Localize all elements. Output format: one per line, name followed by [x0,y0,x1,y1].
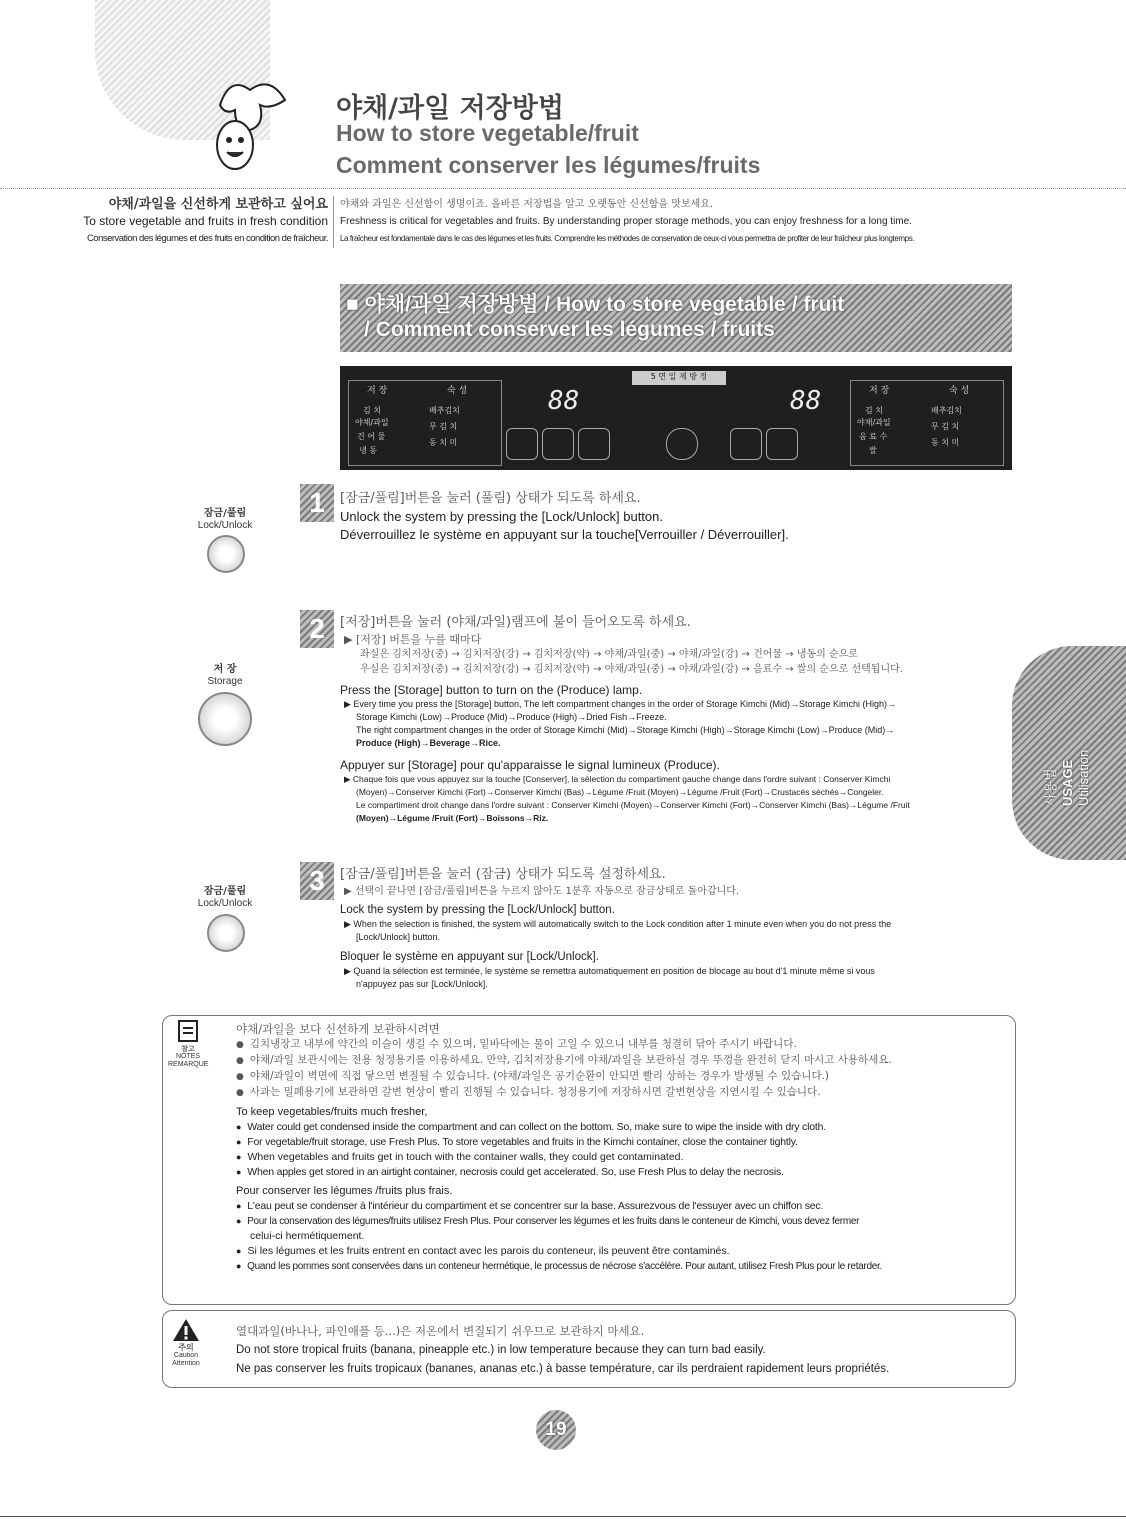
step1-side-label [180,508,270,532]
panel-center-title [632,371,726,385]
step2-en-sub3: The right compartment changes in the order of Storage Kimchi (Mid)→Storage Kimchi (High)→Storage Kimchi (Low)→Produce (Mid)→ [356,725,895,735]
panel-button-storage-left[interactable] [506,428,538,460]
step2-fr-sub3: Le compartiment droit change dans l'ordre suivant : Conserver Kimchi (Moyen)→Conserver Kimchi (Fort)→Conserver Kimchi (Bas)→Légume /Fruit [356,800,910,810]
page-number-text: 19 [545,1419,567,1440]
intro-right-fr: La fraîcheur est fondamentale dans le cas des légumes et les fruits. Comprendre les méthodes de conservation de ceux-ci vous permettra de profiter de leur fraîcheur plus longtemps. [340,234,915,243]
step3-text [340,866,891,991]
panel-right-ferment-header: 숙 성 [949,386,970,396]
display-left: 88 [548,386,580,416]
page-title-fr: Comment conserver les légumes/fruits [336,152,761,178]
notes-kr-item-1: ● 야채/과일 보관시에는 전용 청정용기를 이용하세요. 만약, 김치저장용기에 야채/과일을 보관하실 경우 뚜껑을 완전히 닫지 마시고 사용하세요. [236,1053,1006,1069]
notes-en-item-1: ● For vegetable/fruit storage, use Fresh Plus. To store vegetables and fruits in the Kimchi container, close the container tightly. [236,1135,1006,1150]
step2-text [340,614,910,825]
step1-lock-button-icon [207,535,245,573]
step2-kr: [저장]버튼을 눌러 (야채/과일)램프에 불이 들어오도록 하세요. [340,615,691,630]
notes-icon [178,1020,198,1042]
step2-side-en: Storage [207,676,243,687]
notes-kr-title: 야채/과일을 보다 신선하게 보관하시려면 [236,1022,440,1036]
step1-side-en: Lock/Unlock [197,520,253,531]
step2-side-kr: 저 장 [213,664,237,675]
step3-kr-sub1: ▶ 선택이 끝나면 [잠금/풀림]버튼을 누르지 않아도 1분후 자동으로 잠금상태로 돌아갑니다. [344,886,740,897]
panel-left-ferment-1: 무 김 치 [429,422,458,431]
mascot-icon [190,70,300,175]
step3-kr: [잠금/풀림]버튼을 눌러 (잠금) 상태가 되도록 설정하세요. [340,867,666,882]
panel-right-block [850,380,1004,466]
notes-label-fr: REMARQUE [168,1061,209,1068]
intro-left-kr: 야채/과일을 신선하게 보관하고 싶어요 [108,197,328,212]
step2-en-sub4: Produce (High)→Beverage→Rice. [356,738,501,748]
intro-right-kr: 야채와 과일은 신선함이 생명이죠. 올바른 저장법을 알고 오랫동안 신선함을 맛보세요. [340,199,714,210]
caution-fr: Ne pas conserver les fruits tropicaux (bananes, ananas etc.) à basse température, car ils perdraient rapidement leurs propriétés. [236,1363,890,1375]
panel-center-title-text: 5 면 일 제 방 정 [650,372,708,381]
header-divider [0,188,1126,189]
notes-en-item-3: ● When apples get stored in an airtight container, necrosis could get accelerated. So, use Fresh Plus to delay the necrosis. [236,1165,1006,1180]
panel-right-row-3: 쌀 [869,446,877,455]
step2-fr: Appuyer sur [Storage] pour qu'apparaisse le signal lumineux (Produce). [340,758,720,772]
step1-fr: Déverrouillez le système en appuyant sur la touche[Verrouiller / Déverrouiller]. [340,527,789,542]
panel-right-row-1: 야채/과일 [857,418,891,427]
notes-label-kr: 참고 [181,1045,195,1053]
notes-fr-item-3: ● Quand les pommes sont conservées dans un conteneur hermétique, le processus de nécrose s'accélère. Pour autant, utilisez Fresh Plus pour le retarder. [236,1259,1006,1274]
step2-kr-sub1: ▶ [저장] 버튼을 누를 때마다 [344,633,482,646]
caution-kr: 열대과일(바나나, 파인애플 등...)은 저온에서 변질되기 쉬우므로 보관하지 마세요. [236,1324,645,1338]
caution-label-en: Caution [173,1352,199,1359]
intro-divider [333,196,334,248]
step2-side-label [180,664,270,688]
step2-fr-sub2: (Moyen)→Conserver Kimchi (Fort)→Conserver Kimchi (Bas)→Légume /Fruit (Moyen)→Légume /Fruit (Fort)→Crustacés séchés→Congeler. [356,787,884,797]
side-tab-text [1044,750,1092,806]
panel-right-ferment-0: 배추김치 [931,406,962,415]
side-tab-en: USAGE [1060,759,1075,806]
notes-content [236,1022,1006,1274]
step2-kr-sub3: 우실은 김치저장(중) → 김치저장(강) → 김치저장(약) → 야채/과일(중) → 야채/과일(강) → 음료수 → 쌀의 순으로 선택됩니다. [360,664,903,675]
notes-fr-item-1: ● Pour la conservation des légumes/fruits utilisez Fresh Plus. Pour conserver les légumes et les fruits dans le conteneur de Kimchi, vous devez fermer [236,1214,1006,1229]
panel-button-freeze[interactable] [578,428,610,460]
side-tab [1012,646,1126,860]
side-tab-fr: Utilisation [1076,749,1091,806]
side-tab-kr: 사용법 [1044,768,1059,806]
notes-fr-item-0: ● L'eau peut se condenser à l'intérieur du compartiment et se concentrer sur la base. Assurezvous de l'essuyer avec un chiffon sec. [236,1199,1006,1214]
panel-right-storage-header: 저 장 [869,386,890,396]
notes-label [168,1045,208,1069]
intro-left [0,196,328,247]
step3-fr-sub1: ▶ Quand la sélection est terminée, le système se remettra automatiquement en position de blocage au bout d'1 minute même si vous [344,966,875,976]
notes-kr-item-2: ● 야채/과일이 벽면에 직접 닿으면 변질될 수 있습니다. (야채/과일은 공기순환이 안되면 빨리 상하는 경우가 발생될 수 있습니다.) [236,1069,1006,1085]
panel-left-row-2: 건 어 물 [357,432,386,441]
banner-line1: ■ 야채/과일 저장방법 / How to store vegetable / fruit [346,293,845,316]
panel-right-row-2: 음 료 수 [859,432,888,441]
step1-side-kr: 잠금/풀림 [203,508,247,519]
panel-left-ferment-header: 숙 성 [447,386,468,396]
caution-icon [172,1318,200,1342]
section-banner [340,284,1012,352]
notes-en-item-0: ● Water could get condensed inside the compartment and can collect on the bottom. So, make sure to wipe the inside with dry cloth. [236,1120,1006,1135]
panel-left-ferment-0: 배추김치 [429,406,460,415]
step3-fr-sub2: n'appuyez pas sur [Lock/Unlock]. [356,979,488,989]
panel-left-storage-header: 저 장 [367,386,388,396]
intro-right-en: Freshness is critical for vegetables and fruits. By understanding proper storage methods, you can enjoy freshness for a long time. [340,216,912,227]
intro-right [340,196,1125,247]
page-number [536,1410,576,1450]
step1-kr: [잠금/풀림]버튼을 눌러 (풀림) 상태가 되도록 하세요. [340,491,641,506]
panel-button-ferment-right[interactable] [766,428,798,460]
panel-left-block [348,380,502,466]
step2-fr-sub1: ▶ Chaque fois que vous appuyez sur la touche [Conserver], la sélection du compartiment gauche change dans l'ordre suivant : Conserver Kimchi [344,774,891,784]
notes-en-title: To keep vegetables/fruits much fresher, [236,1106,428,1118]
notes-kr-item-3: ● 사과는 밀폐용기에 보관하면 갈변 현상이 빨리 진행될 수 있습니다. 청정용기에 저장하시면 갈변현상을 지연시킬 수 있습니다. [236,1085,1006,1101]
step1-en: Unlock the system by pressing the [Lock/Unlock] button. [340,509,663,524]
panel-button-lock[interactable] [666,428,698,460]
control-panel [340,366,1012,470]
notes-fr-item-1-cont: celui-ci hermétiquement. [250,1230,365,1242]
step3-side-en: Lock/Unlock [197,898,253,909]
step3-side-kr: 잠금/풀림 [203,886,247,897]
display-right: 88 [790,386,822,416]
panel-button-ferment-left[interactable] [542,428,574,460]
step3-lock-button-icon [207,914,245,952]
caution-content [236,1322,889,1379]
caution-label [166,1344,206,1368]
caution-en: Do not store tropical fruits (banana, pineapple etc.) in low temperature because they can turn bad easily. [236,1344,766,1356]
panel-right-ferment-2: 동 치 미 [931,438,960,447]
panel-left-row-0: 김 치 [363,406,381,415]
step2-kr-sub2: 좌실은 김치저장(중) → 김치저장(강) → 김치저장(약) → 야채/과일(중) → 야채/과일(강) → 건어물 → 냉동의 순으로 [360,649,858,660]
step2-number: 2 [300,610,334,648]
step2-en-sub1: ▶ Every time you press the [Storage] button, The left compartment changes in the order of Storage Kimchi (Mid)→Storage Kimchi (High)→ [344,699,896,709]
notes-en-item-2: ● When vegetables and fruits get in touch with the container walls, they could get contaminated. [236,1150,1006,1165]
page-title-kr: 야채/과일 저장방법 [336,93,564,124]
intro-left-fr: Conservation des légumes et des fruits en condition de fraîcheur. [86,233,328,244]
footer-rule [0,1516,1126,1517]
step1-text [340,490,789,544]
caution-label-kr: 주의 [178,1343,194,1352]
step2-en: Press the [Storage] button to turn on the (Produce) lamp. [340,683,643,697]
step2-fr-sub4: (Moyen)→Légume /Fruit (Fort)→Boissons→Riz. [356,813,549,823]
notes-fr-item-2: ● Si les légumes et les fruits entrent en contact avec les parois du conteneur, ils peuvent être contaminés. [236,1244,1006,1259]
page-title-en: How to store vegetable/fruit [336,120,639,146]
notes-label-en: NOTES [175,1053,201,1060]
caution-label-fr: Attention [172,1360,200,1367]
panel-right-row-0: 김 치 [865,406,883,415]
panel-left-row-1: 야채/과일 [355,418,389,427]
notes-fr-title: Pour conserver les légumes /fruits plus frais. [236,1185,453,1197]
panel-left-ferment-2: 동 치 미 [429,438,458,447]
step3-en: Lock the system by pressing the [Lock/Unlock] button. [340,904,615,916]
step3-number: 3 [300,862,334,900]
step1-number: 1 [300,484,334,522]
step3-en-sub2: [Lock/Unlock] button. [356,932,441,942]
notes-kr-item-0: ● 김치냉장고 내부에 약간의 이슬이 생길 수 있으며, 밑바닥에는 물이 고일 수 있으니 내부를 청결히 닦아 주시기 바랍니다. [236,1037,1006,1053]
step3-fr: Bloquer le système en appuyant sur [Lock/Unlock]. [340,951,599,963]
panel-right-ferment-1: 무 김 치 [931,422,960,431]
panel-button-storage-right[interactable] [730,428,762,460]
step2-en-sub2: Storage Kimchi (Low)→Produce (Mid)→Produce (High)→Dried Fish→Freeze. [356,712,667,722]
intro-left-en: To store vegetable and fruits in fresh condition [83,214,328,228]
panel-left-row-3: 냉 동 [359,446,377,455]
banner-line2: / Comment conserver les légumes / fruits [364,318,775,341]
step2-storage-button-icon [198,692,252,746]
step3-side-label [180,886,270,910]
step3-en-sub1: ▶ When the selection is finished, the system will automatically switch to the Lock condition after 1 minute even when you do not press the [344,919,892,929]
